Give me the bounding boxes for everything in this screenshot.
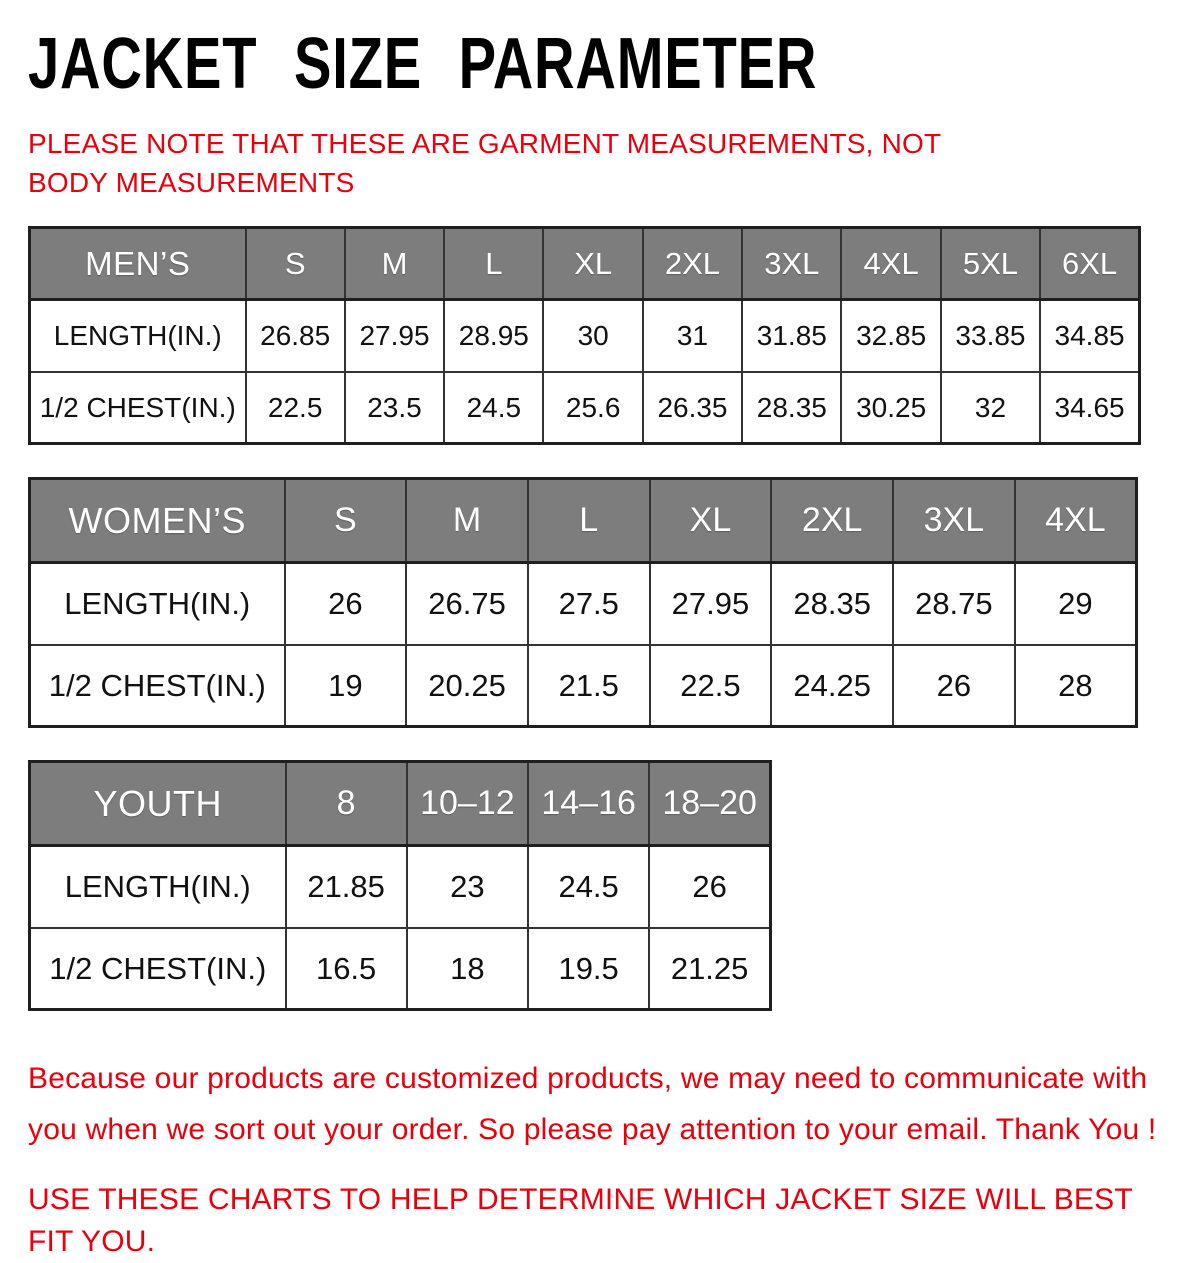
size-header-cell: 4XL — [841, 228, 940, 300]
size-header-cell: XL — [543, 228, 642, 300]
table-title-cell: WOMEN’S — [30, 479, 285, 563]
table-title-cell: MEN’S — [30, 228, 246, 300]
measurement-value-cell: 22.5 — [650, 645, 772, 727]
measurement-value-cell: 22.5 — [246, 372, 345, 444]
size-header-cell: M — [345, 228, 444, 300]
womens-size-table — [28, 477, 1172, 728]
size-header-cell: 3XL — [742, 228, 841, 300]
measurement-value-cell: 27.95 — [345, 300, 444, 372]
measurement-value-cell: 34.65 — [1040, 372, 1139, 444]
size-tables — [28, 226, 1172, 1011]
size-table — [28, 226, 1141, 445]
page-title: JACKET SIZE PARAMETER — [28, 24, 818, 104]
size-header-cell: S — [246, 228, 345, 300]
row-label-cell: 1/2 CHEST(IN.) — [30, 928, 286, 1010]
measurement-value-cell: 32 — [941, 372, 1040, 444]
size-header-cell: M — [406, 479, 528, 563]
youth-size-table — [28, 760, 1172, 1011]
table-row — [30, 372, 1140, 444]
size-header-cell: XL — [650, 479, 772, 563]
measurement-value-cell: 19.5 — [528, 928, 649, 1010]
table-row — [30, 645, 1137, 727]
size-header-cell: 18–20 — [649, 762, 770, 846]
measurement-value-cell: 26.75 — [406, 563, 528, 645]
measurement-value-cell: 24.5 — [444, 372, 543, 444]
measurement-value-cell: 21.5 — [528, 645, 650, 727]
measurement-value-cell: 30 — [543, 300, 642, 372]
size-header-cell: S — [285, 479, 407, 563]
table-row — [30, 300, 1140, 372]
size-header-cell: 5XL — [941, 228, 1040, 300]
measurement-value-cell: 28.35 — [771, 563, 893, 645]
measurement-value-cell: 28.35 — [742, 372, 841, 444]
size-header-cell: 8 — [286, 762, 407, 846]
measurement-value-cell: 26 — [649, 846, 770, 928]
size-header-cell: 2XL — [771, 479, 893, 563]
size-header-cell: 14–16 — [528, 762, 649, 846]
garment-measurements-note: PLEASE NOTE THAT THESE ARE GARMENT MEASUREMENTS, NOT BODY MEASUREMENTS — [28, 128, 941, 199]
measurement-value-cell: 34.85 — [1040, 300, 1139, 372]
row-label-cell: LENGTH(IN.) — [30, 563, 285, 645]
size-header-cell: 2XL — [643, 228, 742, 300]
measurement-value-cell: 16.5 — [286, 928, 407, 1010]
row-label-cell: 1/2 CHEST(IN.) — [30, 645, 285, 727]
measurement-value-cell: 18 — [407, 928, 528, 1010]
measurement-value-cell: 33.85 — [941, 300, 1040, 372]
measurement-value-cell: 31.85 — [742, 300, 841, 372]
size-table — [28, 477, 1138, 728]
measurement-value-cell: 27.5 — [528, 563, 650, 645]
measurement-value-cell: 26 — [893, 645, 1015, 727]
table-header-row — [30, 479, 1137, 563]
size-header-cell: L — [444, 228, 543, 300]
mens-size-table — [28, 226, 1172, 445]
size-header-cell: 6XL — [1040, 228, 1139, 300]
measurement-value-cell: 28.95 — [444, 300, 543, 372]
size-header-cell: 3XL — [893, 479, 1015, 563]
measurement-value-cell: 28 — [1015, 645, 1137, 727]
row-label-cell: 1/2 CHEST(IN.) — [30, 372, 246, 444]
measurement-value-cell: 28.75 — [893, 563, 1015, 645]
measurement-value-cell: 26.35 — [643, 372, 742, 444]
measurement-value-cell: 25.6 — [543, 372, 642, 444]
measurement-value-cell: 30.25 — [841, 372, 940, 444]
measurement-value-cell: 26.85 — [246, 300, 345, 372]
table-header-row — [30, 228, 1140, 300]
size-table — [28, 760, 772, 1011]
customization-notice: Because our products are customized products, we may need to communicate with you when we sort out your order. So please pay attention to your email. Thank You ! — [28, 1062, 1157, 1147]
table-row — [30, 846, 771, 928]
measurement-value-cell: 23 — [407, 846, 528, 928]
table-title-cell: YOUTH — [30, 762, 286, 846]
size-header-cell: 10–12 — [407, 762, 528, 846]
measurement-value-cell: 32.85 — [841, 300, 940, 372]
size-header-cell: 4XL — [1015, 479, 1137, 563]
row-label-cell: LENGTH(IN.) — [30, 846, 286, 928]
measurement-value-cell: 31 — [643, 300, 742, 372]
table-header-row — [30, 762, 771, 846]
measurement-value-cell: 24.5 — [528, 846, 649, 928]
measurement-value-cell: 27.95 — [650, 563, 772, 645]
table-row — [30, 563, 1137, 645]
measurement-value-cell: 19 — [285, 645, 407, 727]
measurement-value-cell: 23.5 — [345, 372, 444, 444]
size-header-cell: L — [528, 479, 650, 563]
measurement-value-cell: 26 — [285, 563, 407, 645]
measurement-value-cell: 20.25 — [406, 645, 528, 727]
measurement-value-cell: 21.25 — [649, 928, 770, 1010]
row-label-cell: LENGTH(IN.) — [30, 300, 246, 372]
measurement-value-cell: 29 — [1015, 563, 1137, 645]
measurement-value-cell: 24.25 — [771, 645, 893, 727]
table-row — [30, 928, 771, 1010]
fit-advice: USE THESE CHARTS TO HELP DETERMINE WHICH JACKET SIZE WILL BEST FIT YOU. — [28, 1183, 1133, 1259]
measurement-value-cell: 21.85 — [286, 846, 407, 928]
